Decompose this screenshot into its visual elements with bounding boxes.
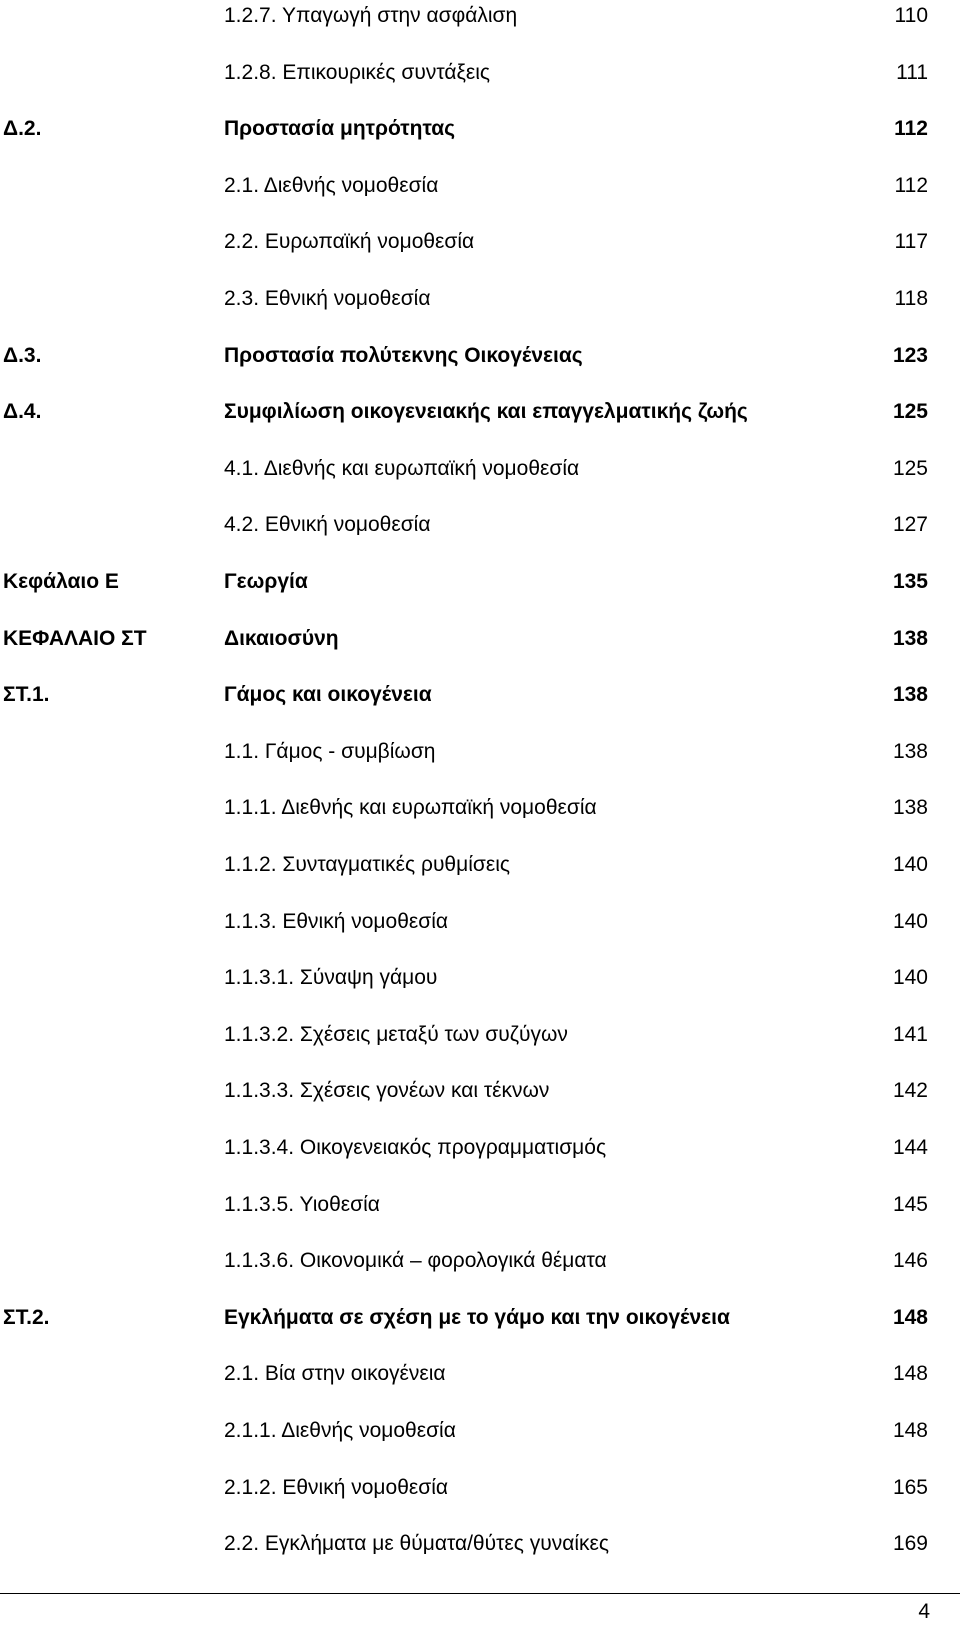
toc-entry bbox=[0, 732, 960, 772]
toc-entry bbox=[0, 53, 960, 93]
toc-entry-page: 123 bbox=[892, 343, 928, 367]
toc-entry-page: 140 bbox=[892, 966, 928, 990]
toc-entry-label: Δ.4. bbox=[3, 400, 42, 424]
toc-entry bbox=[0, 788, 960, 828]
toc-entry-label: Δ.2. bbox=[3, 117, 42, 141]
toc-entry-title: Γάμος και οικογένεια bbox=[224, 683, 432, 707]
toc-entry-page: 142 bbox=[892, 1079, 928, 1103]
toc-entry-title: 1.1.3.4. Οικογενειακός προγραμματισμός bbox=[224, 1136, 607, 1159]
toc-entry-page: 138 bbox=[892, 683, 928, 707]
toc-entry bbox=[0, 0, 960, 36]
footer-divider bbox=[0, 1593, 960, 1594]
toc-entry-title: 1.1.3.1. Σύναψη γάμου bbox=[224, 966, 438, 990]
toc-entry bbox=[0, 1241, 960, 1281]
toc-entry-page: 148 bbox=[892, 1305, 928, 1329]
toc-entry-page: 148 bbox=[892, 1362, 928, 1386]
toc-entry-page: 169 bbox=[892, 1532, 928, 1556]
toc-entry-title: 4.1. Διεθνής και ευρωπαϊκή νομοθεσία bbox=[224, 456, 580, 480]
toc-entry-page: 118 bbox=[894, 287, 928, 310]
toc-entry-title: 1.1.3.6. Οικονομικά – φορολογικά θέματα bbox=[224, 1249, 607, 1273]
toc-entry bbox=[0, 109, 960, 149]
toc-entry bbox=[0, 1298, 960, 1338]
toc-entry-title: 1.1.1. Διεθνής και ευρωπαϊκή νομοθεσία bbox=[224, 796, 597, 820]
toc-entry-page: 165 bbox=[892, 1475, 928, 1499]
toc-entry-title: 1.1.3.2. Σχέσεις μεταξύ των συζύγων bbox=[224, 1022, 568, 1046]
toc-entry-page: 110 bbox=[894, 4, 928, 27]
toc-entry bbox=[0, 222, 960, 262]
toc-entry-title: 2.3. Εθνική νομοθεσία bbox=[224, 287, 431, 310]
toc-entry-title: 2.1.2. Εθνική νομοθεσία bbox=[224, 1475, 449, 1499]
toc-entry-title: 2.2. Εγκλήματα με θύματα/θύτες γυναίκες bbox=[224, 1532, 609, 1556]
toc-entry-page: 138 bbox=[892, 796, 928, 820]
toc-entry-title: Προστασία μητρότητας bbox=[224, 117, 456, 141]
toc-entry bbox=[0, 902, 960, 942]
toc-entry-title: 1.2.8. Επικουρικές συντάξεις bbox=[224, 60, 491, 84]
toc-entry-label: ΣΤ.2. bbox=[3, 1305, 50, 1329]
toc-entry-page: 145 bbox=[892, 1192, 928, 1216]
toc-entry bbox=[0, 336, 960, 376]
toc-entry bbox=[0, 1411, 960, 1451]
toc-entry-title: Προστασία πολύτεκνης Οικογένειας bbox=[224, 343, 583, 367]
toc-entry-page: 125 bbox=[892, 400, 928, 424]
toc-entry bbox=[0, 392, 960, 432]
toc-entry-page: 138 bbox=[892, 739, 928, 763]
toc-entry-title: 2.1.1. Διεθνής νομοθεσία bbox=[224, 1419, 456, 1442]
toc-entry-label: ΣΤ.1. bbox=[3, 683, 50, 707]
toc-entry bbox=[0, 1071, 960, 1111]
toc-entry bbox=[0, 279, 960, 319]
toc-entry-label: Κεφάλαιο Ε bbox=[3, 570, 119, 593]
toc-entry-title: Εγκλήματα σε σχέση με το γάμο και την οικογένεια bbox=[224, 1305, 730, 1329]
toc-entry-page: 140 bbox=[892, 853, 928, 876]
toc-entry-label: ΚΕΦΑΛΑΙΟ ΣΤ bbox=[3, 626, 147, 650]
toc-entry bbox=[0, 449, 960, 489]
toc-entry-page: 138 bbox=[892, 626, 928, 650]
toc-entry-page: 117 bbox=[894, 230, 928, 254]
toc-entry-page: 148 bbox=[892, 1419, 928, 1442]
toc-entry bbox=[0, 619, 960, 659]
toc-entry-title: 2.2. Ευρωπαϊκή νομοθεσία bbox=[224, 230, 475, 254]
toc-entry-title: 1.1.2. Συνταγματικές ρυθμίσεις bbox=[224, 853, 510, 876]
toc-entry bbox=[0, 1185, 960, 1225]
toc-entry bbox=[0, 562, 960, 602]
toc-entry bbox=[0, 845, 960, 885]
toc-entry-title: Δικαιοσύνη bbox=[224, 626, 339, 650]
toc-entry bbox=[0, 1524, 960, 1564]
toc-entry-page: 135 bbox=[892, 570, 928, 593]
toc-entry-page: 127 bbox=[892, 513, 928, 537]
toc-entry-page: 112 bbox=[894, 117, 928, 141]
toc-entry-title: 1.1.3.5. Υιοθεσία bbox=[224, 1192, 380, 1216]
toc-entry-title: Συμφιλίωση οικογενειακής και επαγγελματικής ζωής bbox=[224, 400, 748, 424]
toc-entry-page: 146 bbox=[892, 1249, 928, 1273]
toc-entry-title: 2.1. Διεθνής νομοθεσία bbox=[224, 173, 439, 197]
toc-entry bbox=[0, 958, 960, 998]
toc-entry bbox=[0, 1015, 960, 1055]
toc-entry-title: 2.1. Βία στην οικογένεια bbox=[224, 1362, 446, 1386]
toc-entry bbox=[0, 675, 960, 715]
toc-entry-page: 144 bbox=[892, 1136, 928, 1159]
toc-entry bbox=[0, 1128, 960, 1168]
toc-entry bbox=[0, 166, 960, 206]
toc-entry-page: 125 bbox=[892, 456, 928, 480]
toc-entry bbox=[0, 505, 960, 545]
toc-entry-title: 1.1.3.3. Σχέσεις γονέων και τέκνων bbox=[224, 1079, 550, 1103]
toc-entry bbox=[0, 1354, 960, 1394]
toc-entry-title: 1.1.3. Εθνική νομοθεσία bbox=[224, 909, 449, 933]
toc-entry-page: 141 bbox=[892, 1022, 928, 1046]
page-number: 4 bbox=[918, 1600, 930, 1623]
toc-entry-title: 1.2.7. Υπαγωγή στην ασφάλιση bbox=[224, 4, 518, 27]
toc-entry-title: 1.1. Γάμος - συμβίωση bbox=[224, 739, 436, 763]
toc-entry-page: 111 bbox=[896, 60, 928, 84]
toc-entry-label: Δ.3. bbox=[3, 343, 42, 367]
toc-entry bbox=[0, 1468, 960, 1508]
toc-entry-page: 112 bbox=[894, 173, 928, 197]
toc-entry-title: 4.2. Εθνική νομοθεσία bbox=[224, 513, 431, 537]
toc-entry-title: Γεωργία bbox=[224, 570, 308, 593]
toc-entry-page: 140 bbox=[892, 909, 928, 933]
